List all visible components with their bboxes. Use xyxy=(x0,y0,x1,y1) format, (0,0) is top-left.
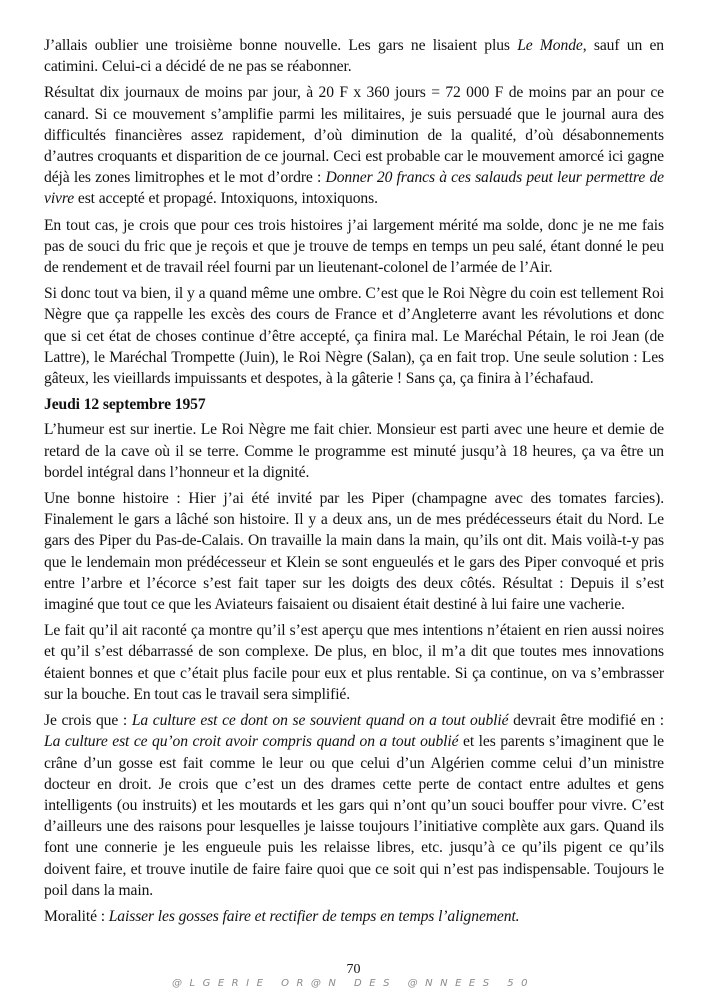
page-body xyxy=(44,35,664,932)
paragraph: Je crois que : La culture est ce dont on se souvient quand on a tout oublié devrait être modifié en : La culture est ce qu’on croit avoir compris quand on a tout oublié et les parents s’imaginent que le crâne d’un gosse est fait comme le leur ou que celui d’un Algérien comme celui d’un ministre docteur en droit. Je crois que c’est un des drames cette perte de contact entre adultes et gens intelligents (ou instruits) et les moutards et les gars qui n’ont qu’un souci bouffer pour vivre. C’est d’ailleurs une des raisons pour lesquelles je laisse toujours l’initiative complète aux gars. Quand ils font une connerie je les engueule puis les relaisse libres, etc. jusqu’à ce qu’ils pigent ce qu’ils doivent faire, et trouve inutile de faire faire quoi que ce soit qui n’est pas indispensable. Toujours le poil dans la main. xyxy=(44,712,665,899)
footer-banner: @LGERIE OR@N DES @NNEES 50 xyxy=(172,978,535,989)
paragraph: Une bonne histoire : Hier j’ai été invité par les Piper (champagne avec des tomates farcies). Finalement le gars a lâché son histoire. Il y a deux ans, un de mes prédécesseurs était du Nord. Le gars des Piper du Pas-de-Calais. On travaille la main dans la main, qu’ils ont dit. Mais voilà-t-y pas que le lendemain mon prédécesseur et Klein se sont engueulés et le gars des Piper convoqué et pris entre l’arbre et l’écorce s’est fait taper sur les doigts des deux côtés. Résultat : Depuis il s’est imaginé que tout ce que les Aviateurs faisaient ou disaient était destiné à lui faire une vacherie. xyxy=(44,490,664,614)
paragraph: Moralité : Laisser les gosses faire et rectifier de temps en temps l’alignement. xyxy=(44,907,520,925)
paragraph: Résultat dix journaux de moins par jour, à 20 F x 360 jours = 72 000 F de moins par an pour ce canard. Si ce mouvement s’amplifie parmi les militaires, je suis persuadé que le journal aura des difficultés financières assez rapidement, d’où diminution de la qualité, d’où désabonnements d’autres croquants et disparition de ce journal. Ceci est probable car le mouvement amorcé ici gagne déjà les zones limitrophes et le mot d’ordre : Donner 20 francs à ces salauds peut leur permettre de vivre est accepté et propagé. Intoxiquons, intoxiquons. xyxy=(44,84,664,208)
page-number: 70 xyxy=(346,962,361,977)
date-heading: Jeudi 12 septembre 1957 xyxy=(44,396,206,414)
paragraph: Le fait qu’il ait raconté ça montre qu’il s’est aperçu que mes intentions n’étaient en rien aussi noires et qu’il s’est débarrassé de son complexe. De plus, en bloc, il m’a dit que toutes mes innovations étaient bonnes et que c’était plus facile pour eux et plus rentable. Si ça continue, on va s’embrasser sur la bouche. En tout cas le travail sera simplifié. xyxy=(44,622,664,703)
paragraph: J’allais oublier une troisième bonne nouvelle. Les gars ne lisaient plus Le Monde, sauf un en catimini. Celui-ci a décidé de ne pas se réabonner. xyxy=(44,37,664,76)
paragraph: En tout cas, je crois que pour ces trois histoires j’ai largement mérité ma solde, donc je ne me fais pas de souci du fric que je reçois et que je trouve de temps en temps un peu salé, étant donné le peu de rendement et de travail réel fourni par un lieutenant-colonel de l’armée de l’Air. xyxy=(44,216,664,277)
paragraph: Si donc tout va bien, il y a quand même une ombre. C’est que le Roi Nègre du coin est tellement Roi Nègre que ça rappelle les excès des cours de France et d’Angleterre avant les révolutions et donc que si cet état de choses continue d’être accepté, ça finira mal. Le Maréchal Pétain, le roi Jean (de Lattre), le Maréchal Trompette (Juin), le Roi Nègre (Salan), ça en fait trop. Une seule solution : Les gâteux, les vieillards impuissants et despotes, à la gâterie ! Sans ça, ça finira à l’échafaud. xyxy=(44,285,664,388)
paragraph: L’humeur est sur inertie. Le Roi Nègre me fait chier. Monsieur est parti avec une heure et demie de retard de la cave où il se terre. Comme le programme est minuté jusqu’à 18 heures, ça va être un bordel intégral dans l’honneur et la dignité. xyxy=(44,421,664,481)
